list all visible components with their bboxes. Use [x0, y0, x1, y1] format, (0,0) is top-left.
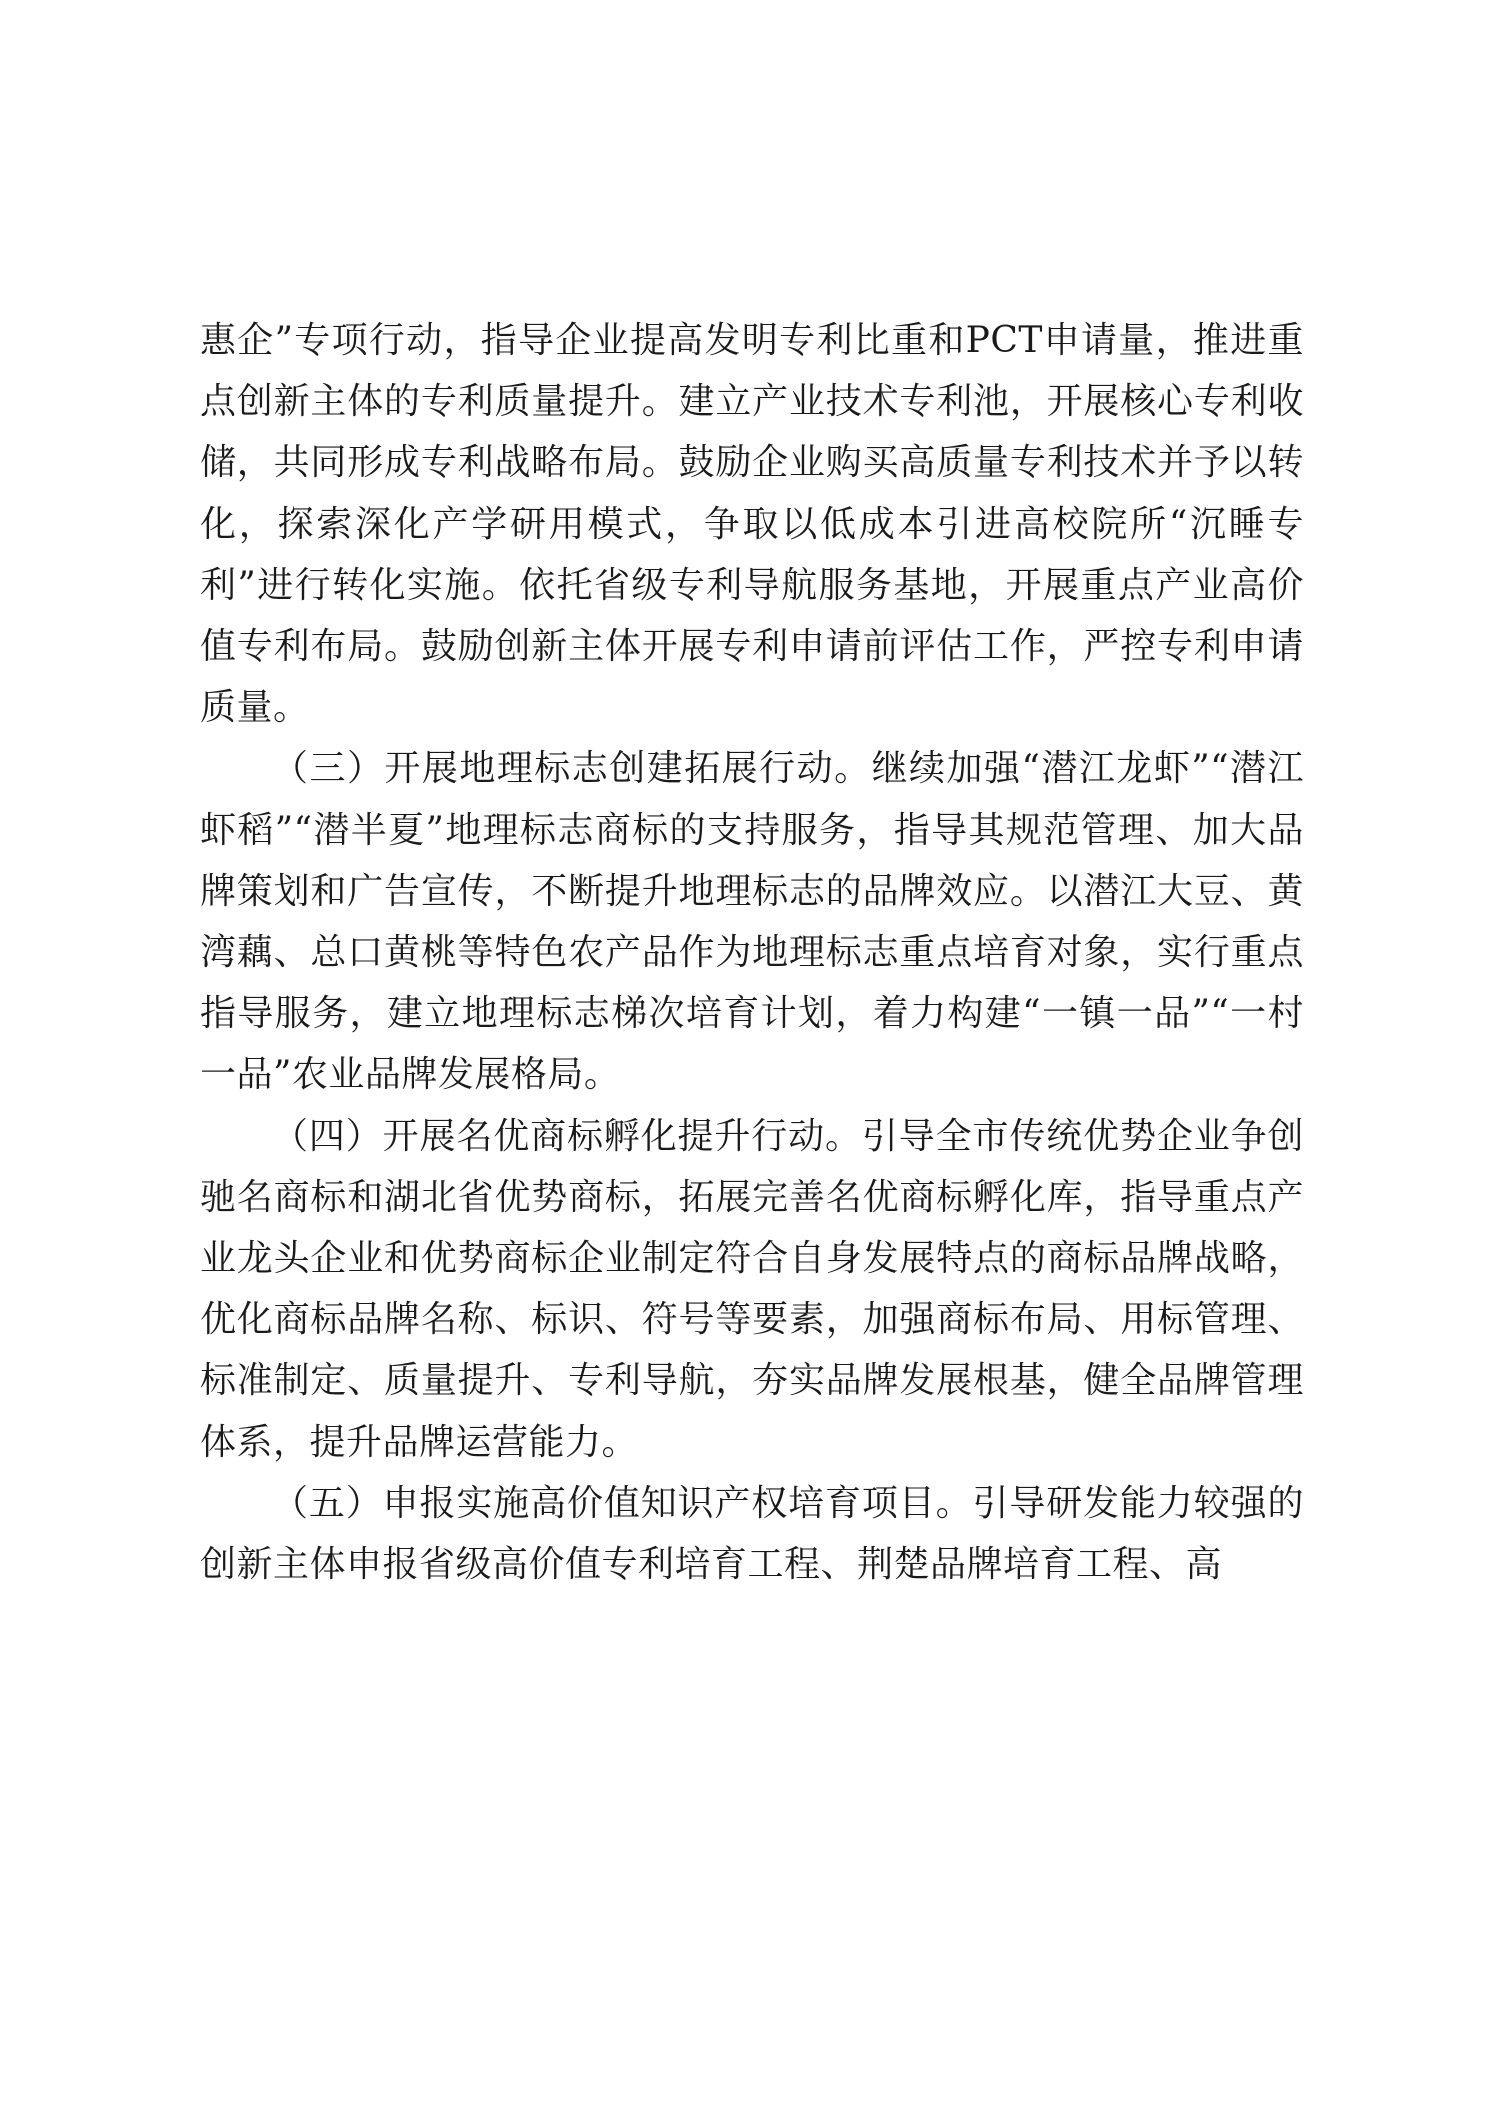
section-5-heading: （五）申报实施高价值知识产权培育项目。: [272, 1482, 973, 1524]
paragraph-1-text: 惠企”专项行动，指导企业提高发明专利比重和PCT申请量，推进重点创新主体的专利质量提升。建立产业技术专利池，开展核心专利收储，共同形成专利战略布局。鼓励企业购买高质量专利技术并予以转化，探索深化产学研用模式，争取以低成本引进高校院所“沉睡专利”进行转化实施。依托省级专利导航服务基地，开展重点产业高价值专利布局。鼓励创新主体开展专利申请前评估工作，严控专利申请质量。: [200, 320, 1304, 729]
paragraph-3: [200, 1106, 1304, 1473]
section-3-heading: （三）开展地理标志创建拓展行动。: [272, 748, 872, 790]
paragraph-3-text: 引导全市传统优势企业争创驰名商标和湖北省优势商标，拓展完善名优商标孵化库，指导重点产业龙头企业和优势商标企业制定符合自身发展特点的商标品牌战略，优化商标品牌名称、标识、符号等要素，加强商标布局、用标管理、标准制定、质量提升、专利导航，夯实品牌发展根基，健全品牌管理体系，提升品牌运营能力。: [200, 1115, 1304, 1463]
paragraph-1: [200, 310, 1304, 738]
paragraph-4: [200, 1473, 1304, 1595]
paragraph-2-text: 继续加强“潜江龙虾”“潜江虾稻”“潜半夏”地理标志商标的支持服务，指导其规范管理、加大品牌策划和广告宣传，不断提升地理标志的品牌效应。以潜江大豆、黄湾藕、总口黄桃等特色农产品作为地理标志重点培育对象，实行重点指导服务，建立地理标志梯次培育计划，着力构建“一镇一品”“一村一品”农业品牌发展格局。: [200, 748, 1304, 1096]
section-4-heading: （四）开展名优商标孵化提升行动。: [272, 1115, 862, 1157]
document-body: [200, 310, 1304, 1595]
paragraph-4-text: 引导研发能力较强的创新主体申报省级高价值专利培育工程、荆楚品牌培育工程、高: [200, 1482, 1304, 1586]
paragraph-2: [200, 738, 1304, 1105]
